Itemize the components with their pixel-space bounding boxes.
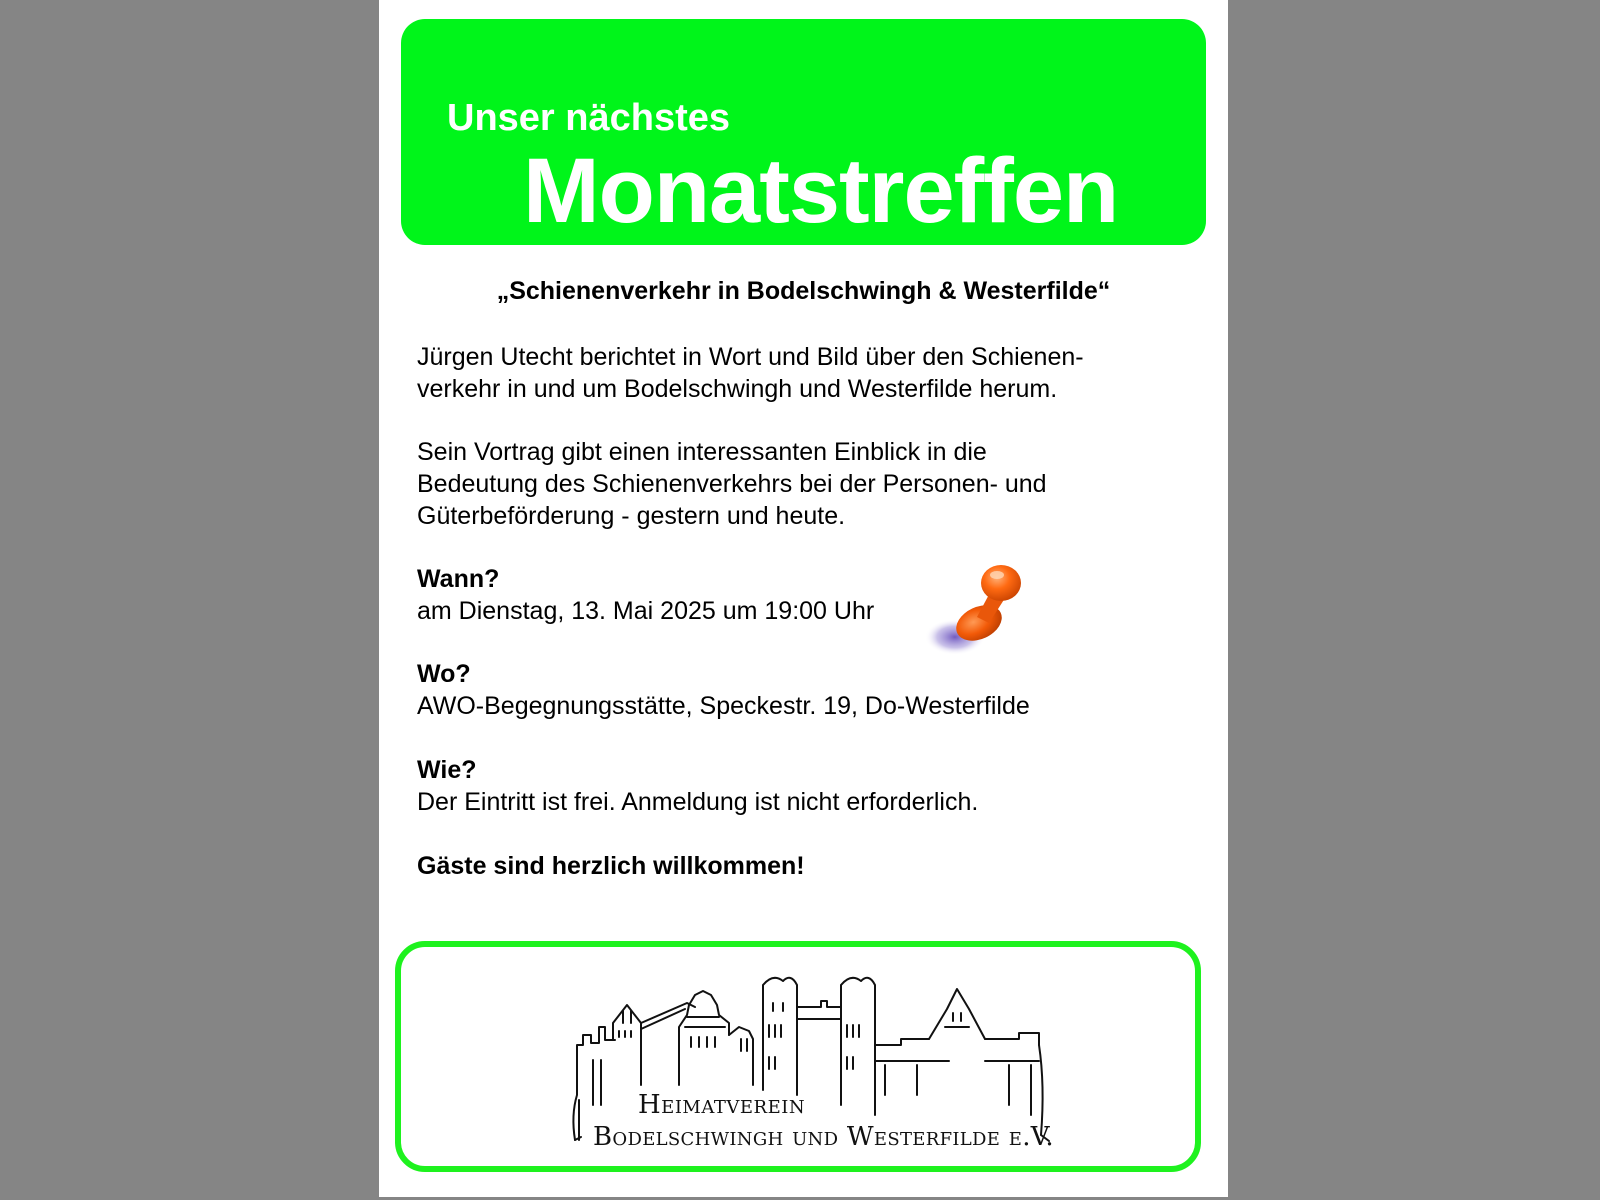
where-value: AWO-Begegnungsstätte, Speckestr. 19, Do-Westerfilde bbox=[417, 692, 1030, 720]
when-value: am Dienstag, 13. Mai 2025 um 19:00 Uhr bbox=[417, 597, 875, 625]
when-label: Wann? bbox=[417, 565, 500, 593]
how-value: Der Eintritt ist frei. Anmeldung ist nicht erforderlich. bbox=[417, 788, 979, 816]
talk-line: Sein Vortrag gibt einen interessanten Einblick in die bbox=[417, 438, 987, 466]
talk-line: Güterbeförderung - gestern und heute. bbox=[417, 502, 846, 530]
how-label: Wie? bbox=[417, 756, 477, 784]
where-label: Wo? bbox=[417, 660, 471, 688]
talk-title: „Schienenverkehr in Bodelschwingh & Westerfilde“ bbox=[496, 277, 1111, 305]
header-banner bbox=[401, 19, 1206, 245]
talk-line: Bedeutung des Schienenverkehrs bei der Personen- und bbox=[417, 470, 1047, 498]
intro-line: verkehr in und um Bodelschwingh und Westerfilde herum. bbox=[417, 375, 1058, 403]
intro-paragraph bbox=[417, 341, 1084, 405]
closing-line: Gäste sind herzlich willkommen! bbox=[417, 852, 805, 880]
header-kicker: Unser nächstes bbox=[447, 97, 731, 139]
logo-name-line2: Bodelschwingh und Westerfilde e.V. bbox=[593, 1122, 1054, 1152]
flyer-page bbox=[379, 0, 1228, 1197]
intro-line: Jürgen Utecht berichtet in Wort und Bild über den Schienen- bbox=[417, 343, 1084, 371]
talk-paragraph bbox=[417, 436, 1047, 532]
header-title: Monatstreffen bbox=[523, 140, 1119, 242]
logo-name-line1: Heimatverein bbox=[638, 1090, 806, 1120]
logo-frame bbox=[395, 941, 1201, 1172]
pushpin-icon bbox=[919, 555, 1034, 670]
